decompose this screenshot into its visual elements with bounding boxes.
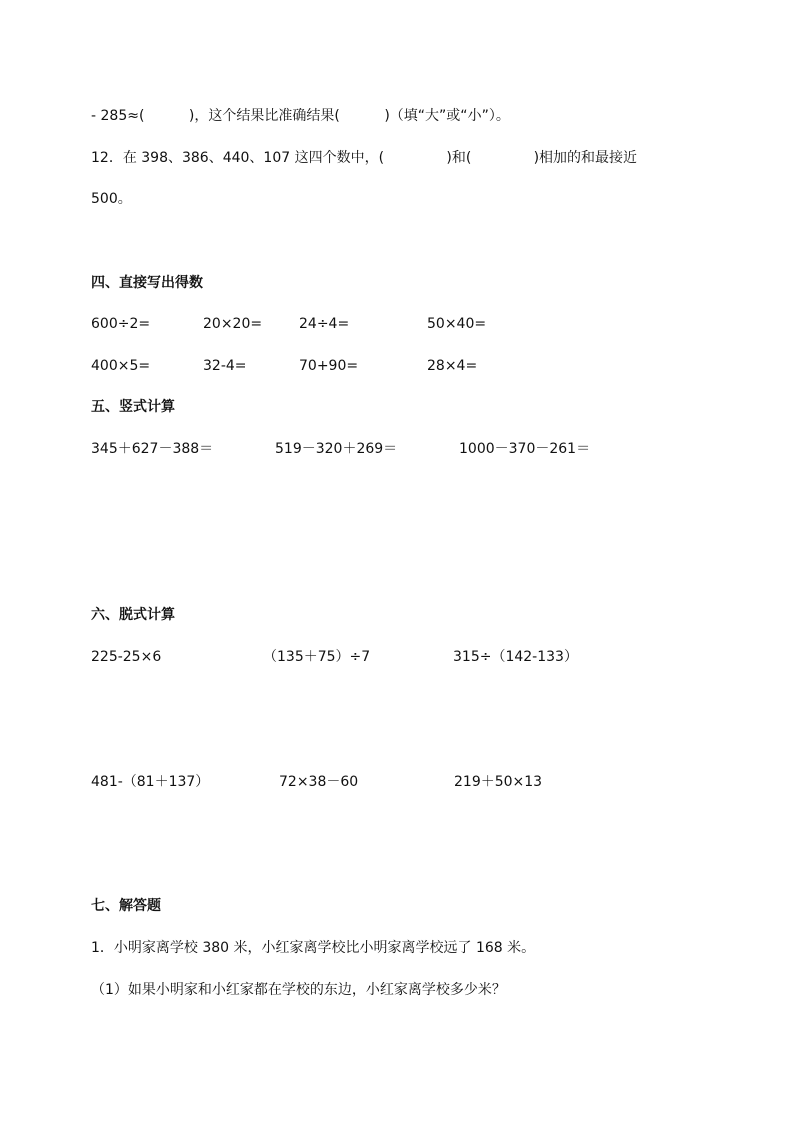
oral-calc-item: 600÷2= [91, 316, 151, 332]
step-calc-item: 481-（81＋137） [91, 774, 210, 790]
oral-calc-item: 32-4= [203, 358, 247, 374]
vertical-calc-item: 1000－370－261＝ [459, 441, 591, 457]
oral-calc-item: 400×5= [91, 358, 151, 374]
vertical-calc-item: 519－320＋269＝ [275, 441, 398, 457]
step-calc-item: 315÷（142-133） [453, 649, 578, 665]
word-problem-1-part-1: （1）如果小明家和小红家都在学校的东边，小红家离学校多少米？ [91, 982, 506, 998]
section-7-heading: 七、解答题 [91, 898, 161, 914]
oral-calc-item: 50×40= [427, 316, 487, 332]
section-4-heading: 四、直接写出得数 [91, 275, 203, 291]
step-calc-item: 219＋50×13 [454, 774, 543, 790]
oral-calc-item: 20×20= [203, 316, 263, 332]
question-12-text: 12．在 398、386、440、107 这四个数中，( )和( )相加的和最接近 [91, 150, 638, 166]
word-problem-1: 1．小明家离学校 380 米，小红家离学校比小明家离学校远了 168 米。 [91, 940, 536, 956]
step-calc-item: （135＋75）÷7 [263, 649, 371, 665]
section-5-heading: 五、竖式计算 [91, 399, 175, 415]
oral-calc-item: 28×4= [427, 358, 478, 374]
step-calc-item: 225-25×6 [91, 649, 162, 665]
question-12-text-cont: 500。 [91, 191, 132, 207]
continuation-text: - 285≈( )，这个结果比准确结果( )（填“大”或“小”）。 [91, 108, 510, 124]
oral-calc-item: 24÷4= [299, 316, 350, 332]
section-6-heading: 六、脱式计算 [91, 607, 175, 623]
oral-calc-item: 70+90= [299, 358, 359, 374]
vertical-calc-item: 345＋627－388＝ [91, 441, 214, 457]
step-calc-item: 72×38－60 [279, 774, 359, 790]
